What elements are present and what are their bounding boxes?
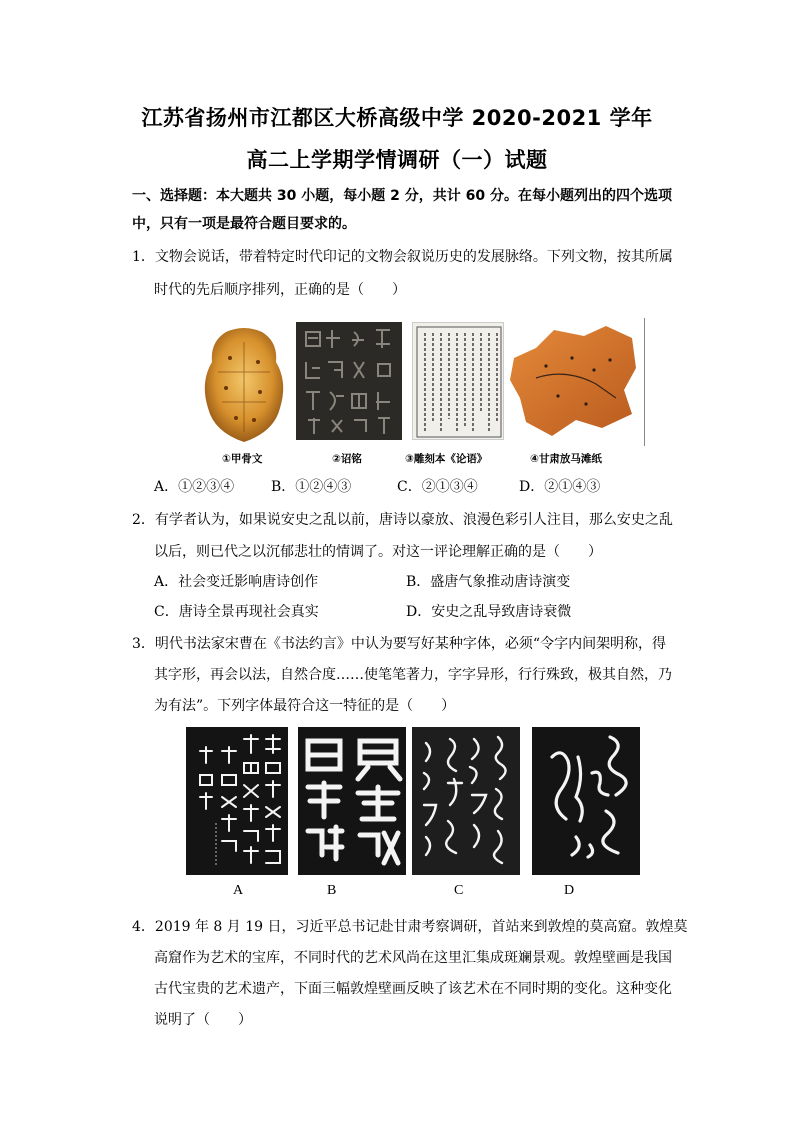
fangmatan-paper-image — [506, 318, 645, 446]
q2-option-d[interactable]: D．安史之乱导致唐诗衰微 — [406, 604, 572, 620]
analects-print-image — [412, 322, 504, 440]
caption-edict: ②诏铭 — [332, 453, 362, 465]
q2-stem-line2: 以后，则已代之以沉郁悲壮的情调了。对这一评论理解正确的是（ ） — [154, 544, 602, 560]
q4-stem-line2: 高窟作为艺术的宝库，不同时代的艺术风尚在这里汇集成斑斓景观。敦煌壁画是我国 — [154, 950, 672, 966]
q3-stem-line2: 其字形，再会以法，自然合度……使笔笔著力，字字异形，行行殊致，极其自然，乃 — [154, 667, 672, 683]
q1-option-a[interactable]: A．①②③④ — [154, 479, 235, 495]
q4-stem-line4: 说明了（ ） — [154, 1012, 252, 1028]
caption-fangmatan-paper: ④甘肃放马滩纸 — [530, 453, 602, 465]
caption-analects: ③雕刻本《论语》 — [405, 453, 488, 465]
q2-stem-line1: 2．有学者认为，如果说安史之乱以前，唐诗以豪放、浪漫色彩引人注目，那么安史之乱 — [132, 512, 673, 528]
q3-option-a-label[interactable]: A — [233, 883, 244, 898]
q1-option-b[interactable]: B．①②④③ — [271, 479, 352, 495]
q2-option-b[interactable]: B．盛唐气象推动唐诗演变 — [406, 574, 571, 590]
page-title: 江苏省扬州市江都区大桥高级中学 2020-2021 学年 — [141, 106, 653, 130]
calligraphy-running-script-image — [412, 727, 520, 875]
q1-option-c[interactable]: C．②①③④ — [397, 479, 478, 495]
q3-option-b-label[interactable]: B — [327, 883, 337, 898]
q1-option-d[interactable]: D．②①④③ — [519, 479, 601, 495]
section-heading: 一、选择题：本大题共 30 小题，每小题 2 分，共计 60 分。在每小题列出的四个选项中，只有一项是最符合题目要求的。 — [132, 188, 672, 232]
q4-stem-line1: 4．2019 年 8 月 19 日，习近平总书记赴甘肃考察调研，首站来到敦煌的莫高窟。敦煌莫 — [132, 919, 688, 935]
calligraphy-cursive-script-image — [532, 727, 640, 875]
q1-stem-line1: 1．文物会说话，带着特定时代印记的文物会叙说历史的发展脉络。下列文物，按其所属 — [132, 249, 673, 265]
calligraphy-clerical-script-image — [298, 727, 406, 875]
caption-oracle-bone: ①甲骨文 — [222, 453, 263, 465]
page-subtitle: 高二上学期学情调研（一）试题 — [246, 148, 548, 172]
q2-option-a[interactable]: A．社会变迁影响唐诗创作 — [154, 574, 319, 590]
q1-stem-line2: 时代的先后顺序排列，正确的是（ ） — [154, 282, 406, 298]
q2-option-c[interactable]: C．唐诗全景再现社会真实 — [154, 604, 319, 620]
q3-option-d-label[interactable]: D — [564, 883, 575, 898]
q3-option-c-label[interactable]: C — [454, 883, 464, 898]
q4-stem-line3: 古代宝贵的艺术遗产，下面三幅敦煌壁画反映了该艺术在不同时期的变化。这种变化 — [154, 981, 672, 997]
q3-stem-line3: 为有法”。下列字体最符合这一特征的是（ ） — [154, 698, 456, 714]
oracle-bone-image — [196, 322, 292, 446]
calligraphy-regular-script-image — [186, 727, 288, 875]
q3-stem-line1: 3．明代书法家宋曹在《书法约言》中认为要写好某种字体，必须“令字内间架明称，得 — [132, 636, 667, 652]
edict-inscription-image — [296, 322, 402, 440]
